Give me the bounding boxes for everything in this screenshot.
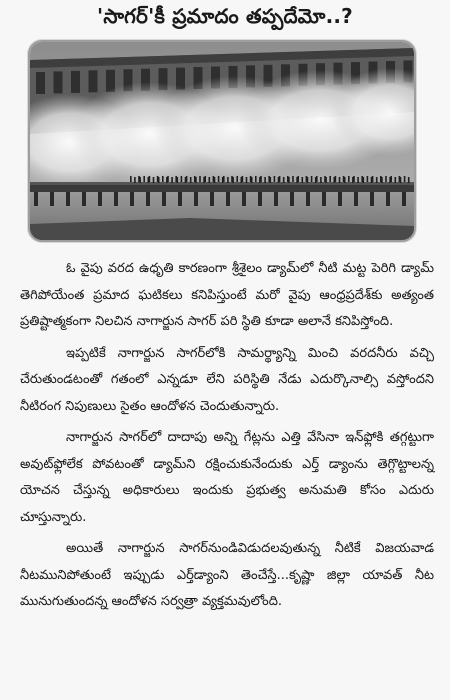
bridge-spectator (177, 177, 179, 183)
dam-gate (36, 72, 45, 94)
bridge-spectator (143, 176, 145, 182)
bridge-spectator (186, 176, 188, 182)
bridge-spectator (162, 176, 164, 182)
bridge-spectator (395, 177, 397, 183)
bridge-spectator (214, 177, 216, 183)
bridge-spectator (404, 176, 406, 182)
dam-photo (28, 40, 416, 242)
bridge-spectator (292, 176, 294, 182)
paragraph-1: ఓ వైపు వరద ఉధృతి కారణంగా శ్రీశైలం డ్యామ్‌లో నీటి మట్ట పెరిగి డ్యామ్ తెగిపోయేంత ప్రమాద ఘటికలు కనిపిస్తుంటే మరో వైపు ఆంధ్రప్రదేశ్‌కు అత్యంత ప్రతిష్టాత్మకంగా నిలచిన నాగార్జున సాగర్ పరి స్థితి కూడా అలానే కనిపిస్తోంది. (20, 261, 434, 329)
bridge-pier (162, 192, 166, 206)
bridge-pier (226, 192, 230, 206)
bridge-pier (338, 192, 342, 206)
bridge-pier (370, 192, 374, 206)
bridge-pier (242, 192, 246, 206)
bridge-spectator (158, 177, 160, 183)
bridge-spectator (153, 177, 155, 183)
bridge-spectator (181, 176, 183, 182)
bridge-spectator (195, 177, 197, 183)
bridge-pier (274, 192, 278, 206)
bridge-pier (258, 192, 262, 206)
headline: 'సాగర్'కీ ప్రమాదం తప్పదేమో..? (97, 4, 353, 28)
article-body (20, 256, 434, 621)
bridge-spectator (251, 177, 253, 183)
bridge-spectator (335, 176, 337, 182)
bridge-spectator (270, 177, 272, 183)
bridge-spectator (288, 177, 290, 183)
bridge-spectator (260, 176, 262, 182)
bridge-spectator (311, 176, 313, 182)
bridge-spectator (246, 177, 248, 183)
bridge-spectator (242, 176, 244, 182)
bridge-pier (322, 192, 326, 206)
bridge-pier (130, 192, 134, 206)
bridge-pier (50, 192, 54, 206)
bridge-spectator (209, 177, 211, 183)
bridge-spectator (390, 176, 392, 182)
dam-gate (89, 70, 98, 92)
bridge-pier (386, 192, 390, 206)
bridge-spectator (134, 177, 136, 183)
bridge-spectator (329, 176, 331, 182)
bridge-spectator (139, 177, 141, 183)
bridge-spectator (199, 176, 201, 182)
bridge-spectator (372, 176, 374, 182)
bridge-pier (210, 192, 214, 206)
bridge-spectator (167, 176, 169, 182)
bridge-spectator (218, 176, 220, 182)
dam-gate (71, 71, 80, 93)
bridge-spectator (171, 177, 173, 183)
dam-spillway-image (30, 42, 414, 240)
bridge-spectator (353, 176, 355, 182)
bridge-spectator (255, 176, 257, 182)
paragraph-4: అయితే నాగార్జున సాగర్‌నుండివిడుదలవుతున్న నీటికే విజయవాడ నీటమునిపోతుంటే ఇప్పుడు ఎర్త్‌డ్యాంని తెంచేస్తే...కృష్ణా జిల్లా యావత్ నీట మునుగుతుందన్న ఆందోళన సర్వత్రా వ్యక్తమవులోంది. (20, 541, 434, 609)
bridge-spectator (320, 177, 322, 183)
bridge-pier (402, 192, 406, 206)
bridge-pier (146, 192, 150, 206)
bridge-pier (114, 192, 118, 206)
paragraph-3: నాగార్జున సాగర్‌లో దాదాపు అన్ని గేట్లను ఎత్తి వేసినా ఇన్‌ఫ్లోకి తగ్గట్టుగా అవుట్‌ఫ్లోలేక పోవటంతో డ్యామ్‌ని రక్షించుకునేందుకు ఎర్త్ డ్యాంను తెగ్గొట్టాలన్న యోచన చేస్తున్న అధికారులు ఇందుకు ప్రభుత్వ అనుమతి కోసం ఎదురు చూస్తున్నారు. (20, 430, 434, 525)
bridge-pier (66, 192, 70, 206)
bridge-spectator (227, 177, 229, 183)
bridge-spectator (190, 177, 192, 183)
bridge-pier (82, 192, 86, 206)
paragraph-2: ఇప్పటికే నాగార్జున సాగర్‌లోకి సామర్థ్యాన్ని మించి వరదనీరు వచ్చి చేరుతుండటంతో గతంలో ఎన్నడూ లేని పరిస్థితి నేడు ఎదుర్కొనాల్సి వస్తోందని నీటిరంగ నిపుణులు సైతం ఆందోళన చెందుతున్నారు. (20, 345, 434, 414)
bridge-spectator (223, 176, 225, 182)
bridge-pier (290, 192, 294, 206)
bridge-spectator (339, 177, 341, 183)
bridge-spectator (381, 177, 383, 183)
bridge-spectator (279, 176, 281, 182)
bridge-spectator (204, 176, 206, 182)
bridge-spectator (130, 176, 132, 182)
bridge-spectator (367, 176, 369, 182)
bridge-spectator (232, 177, 234, 183)
bridge-pier (98, 192, 102, 206)
bridge-pier (306, 192, 310, 206)
bridge-spectator (302, 177, 304, 183)
bridge-spectator (408, 177, 410, 183)
bridge-spectator (376, 177, 378, 183)
bridge-spectator (316, 176, 318, 182)
bridge-spectator (348, 176, 350, 182)
bridge-spectator (149, 176, 151, 182)
bridge-spectator (274, 176, 276, 182)
bridge-spectator (297, 176, 299, 182)
bridge-pier (354, 192, 358, 206)
bridge-spectator (344, 177, 346, 183)
bridge-spectator (283, 177, 285, 183)
bridge-spectator (357, 177, 359, 183)
bridge-spectator (363, 177, 365, 183)
dam-gate (54, 71, 63, 93)
bridge-spectator (400, 177, 402, 183)
bridge-spectator (385, 176, 387, 182)
bridge-spectator (264, 177, 266, 183)
bridge-spectator (307, 177, 309, 183)
bridge-spectator (236, 176, 238, 182)
bridge-pier (178, 192, 182, 206)
bridge-spectator (325, 177, 327, 183)
bridge-pier (194, 192, 198, 206)
bridge-pier (34, 192, 38, 206)
